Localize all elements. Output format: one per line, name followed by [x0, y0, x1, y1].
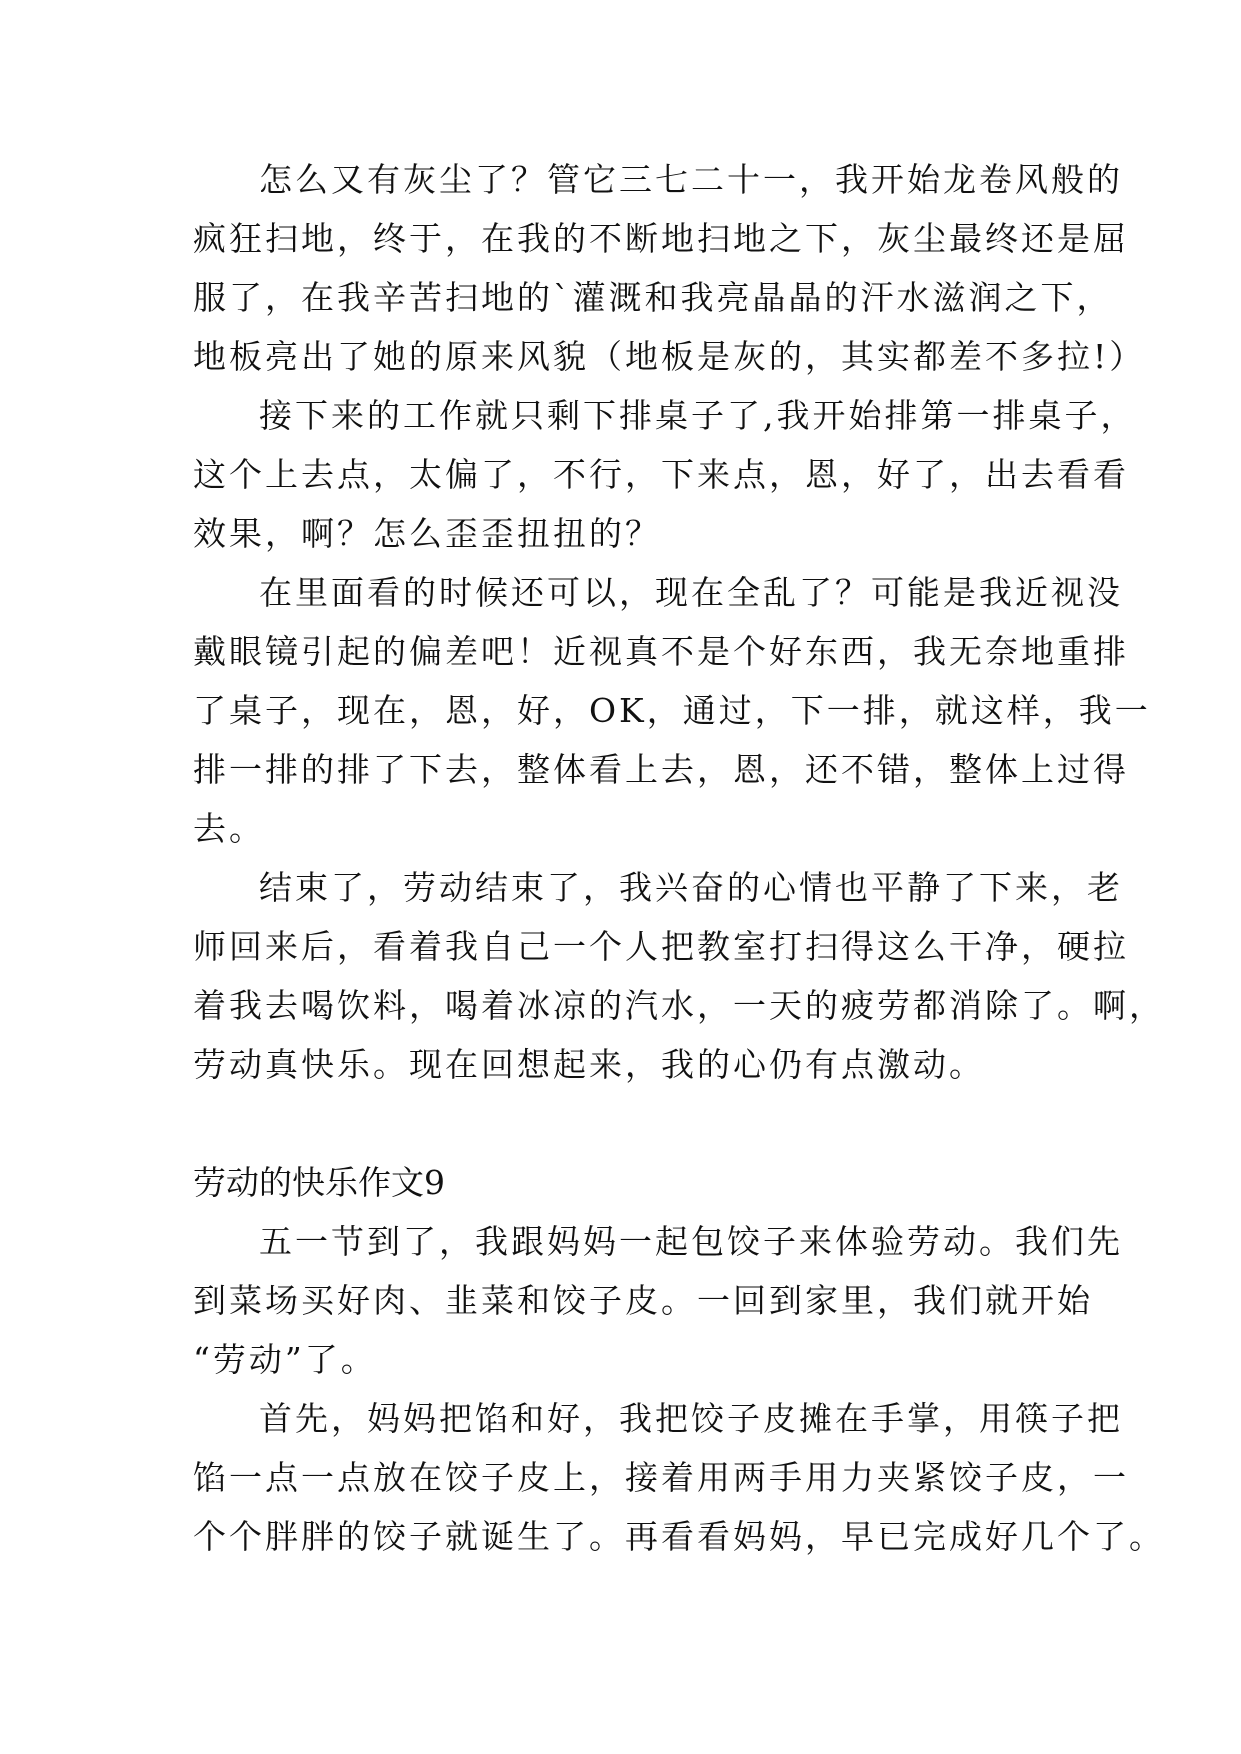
paragraph	[193, 386, 1137, 563]
text-line: 去。	[193, 809, 265, 848]
paragraph	[193, 563, 1151, 858]
paragraph	[193, 150, 1146, 386]
text-line: 服了，在我辛苦扫地的`灌溉和我亮晶晶的汗水滋润之下，	[193, 278, 1113, 317]
text-line: 五一节到了，我跟妈妈一起包饺子来体验劳动。我们先	[259, 1222, 1123, 1261]
paragraph	[193, 1389, 1165, 1566]
text-line: 首先，妈妈把馅和好，我把饺子皮摊在手掌，用筷子把	[259, 1399, 1123, 1438]
text-line: 疯狂扫地，终于，在我的不断地扫地之下，灰尘最终还是屈	[193, 219, 1129, 258]
text-line: 个个胖胖的饺子就诞生了。再看看妈妈，早已完成好几个了。	[193, 1517, 1165, 1556]
text-line: 着我去喝饮料，喝着冰凉的汽水，一天的疲劳都消除了。啊，	[193, 986, 1165, 1025]
text-line: 怎么又有灰尘了？管它三七二十一，我开始龙卷风般的	[259, 160, 1123, 199]
text-line: 效果，啊？怎么歪歪扭扭的？	[193, 514, 661, 553]
text-line: 排一排的排了下去，整体看上去，恩，还不错，整体上过得	[193, 750, 1129, 789]
text-line: 地板亮出了她的原来风貌（地板是灰的，其实都差不多拉!）	[193, 337, 1146, 376]
text-line: 馅一点一点放在饺子皮上，接着用两手用力夹紧饺子皮，一	[193, 1458, 1129, 1497]
text-line: 师回来后，看着我自己一个人把教室打扫得这么干净，硬拉	[193, 927, 1129, 966]
section-title: 劳动的快乐作文9	[193, 1163, 445, 1202]
paragraph	[193, 1212, 1123, 1389]
text-line: 劳动真快乐。现在回想起来，我的心仍有点激动。	[193, 1045, 985, 1084]
text-line: 戴眼镜引起的偏差吧！近视真不是个好东西，我无奈地重排	[193, 632, 1129, 671]
text-line: 到菜场买好肉、韭菜和饺子皮。一回到家里，我们就开始	[193, 1281, 1093, 1320]
text-line: “劳动”了。	[193, 1340, 377, 1379]
document-body	[193, 150, 1165, 1566]
text-line: 接下来的工作就只剩下排桌子了,我开始排第一排桌子，	[259, 396, 1137, 435]
text-line: 结束了，劳动结束了，我兴奋的心情也平静了下来，老	[259, 868, 1123, 907]
text-line: 了桌子，现在，恩，好，OK，通过，下一排，就这样，我一	[193, 691, 1151, 730]
paragraph	[193, 858, 1165, 1094]
text-line: 在里面看的时候还可以，现在全乱了？可能是我近视没	[259, 573, 1123, 612]
text-line: 这个上去点，太偏了，不行，下来点，恩，好了，出去看看	[193, 455, 1129, 494]
